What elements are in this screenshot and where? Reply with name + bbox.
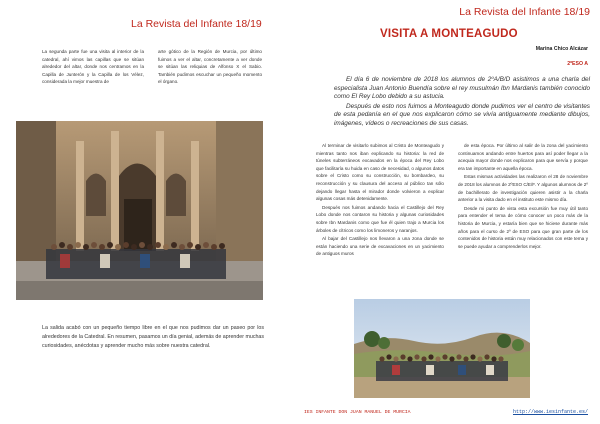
right-page — [300, 0, 600, 424]
paragraph: Después nos fuimos andando hacia el Castillejo del Rey Lobo donde nos contaron su historia y algunas curiosidades sobre Ibn Mardanis como que fue él quien trajo a Murcia los árboles de cítricos como los limoneros y naranjos. — [316, 204, 444, 233]
magazine-header: La Revista del Infante 18/19 — [131, 18, 262, 30]
paragraph: Al bajar del Castillejo nos llevaron a una zona donde se están haciendo una serie de excavaciones en un yacimiento de antiguos muros — [316, 236, 444, 257]
intro-paragraph: Después de esto nos fuimos a Monteagudo donde pudimos ver el centro de visitantes de esta pedanía en el que nos explicaron cómo se vivía antiguamente mediante dibujos, imágenes, vídeos o recreaciones de sus casas. — [334, 102, 590, 127]
paragraph: Estas mismas actividades las realizaron el 28 de noviembre de 2018 los alumnos de 2ºESO C/E/F. Y algunos alumnos de 2º de bachillerato de investigación quieren asistir a la charla anterior a la visita dado en el instituto este mismo día. — [458, 174, 588, 203]
cathedral-group-photo — [16, 121, 263, 300]
article-intro — [334, 76, 590, 130]
article-title: VISITA A MONTEAGUDO — [380, 28, 518, 40]
text-column-1 — [316, 142, 444, 259]
article-author: Marina Chico Alcázar — [535, 46, 588, 52]
closing-paragraph: La salida acabó con un pequeño tiempo libre en el que nos pudimos dar un paseo por los alrededores de la Catedral. En resumen, pasamos un día genial, además de aprender muchas curiosidades, anécdotas y aprender mucho más sobre nuestra catedral. — [42, 325, 265, 349]
paragraph: de esta época. Por último al salir de la zona del yacimiento continuamos andando entre huertos para así poder llegar a la acequia mayor donde nos explicaron para que servía y porque era tan importante en aquella época. — [458, 143, 588, 171]
school-website-link[interactable]: http://www.iesinfante.es/ — [512, 409, 588, 415]
article-course: 2ºESO A — [567, 61, 588, 67]
intro-paragraph: El día 6 de noviembre de 2018 los alumnos de 2ºA/B/D asistimos a una charla del especialista Juan Antonio Buendía sobre el rey musulmán Ibn Mardanis también conocido como El Rey Lobo debido a su astucia. — [334, 76, 590, 101]
paragraph: arte gótico de la Región de Murcia, por último fuimos a ver el altar, concretamente a ver donde se sitúan las reliquias de Alfonso X el Sabio. También pudimos escuchar un pequeño momento el órgano. — [158, 49, 262, 85]
footer-school-name: IES INFANTE DON JUAN MANUEL DE MURCIA — [304, 410, 411, 415]
text-column-2 — [158, 48, 262, 86]
monteagudo-group-photo — [354, 299, 530, 398]
paragraph: Al terminar de visitarlo subimos al Cristo de Monteagudo y mientras tanto nos iban explicando su historia: la red de túneles subterráneos excavados en la época del Rey Lobo que facilitaría su huida en caso de necesidad, o algunos datos sobre el Cristo como su construcción, su bombardeo, su reconstrucción y su clausura del acceso al público tan sólo dejando llegar hasta el mirador donde volvieron a explicar algunas cosas más detenidamente. — [316, 143, 444, 202]
paragraph: Desde mi punto de vista esta excursión fue muy útil tanto para entender el tema de cómo conocer un poco más de la historia de Murcia, y estaría bien que se hiciese durante más años para el curso de 2º de ESO para que gran parte de los contenidos de historia están muy relacionados con este tema y se puede ayudar a comprenderlos mejor. — [458, 205, 588, 249]
text-column-2 — [458, 142, 588, 251]
text-column-1 — [42, 48, 144, 86]
magazine-header: La Revista del Infante 18/19 — [459, 6, 590, 18]
paragraph: La segunda parte fue una visita al interior de la catedral, ahí vimos las capillas que se sitúan alrededor del altar, donde nos centramos en la Capilla de Junterón y la Capilla de los Vélez, considerada la mejor muestra de — [42, 49, 144, 85]
